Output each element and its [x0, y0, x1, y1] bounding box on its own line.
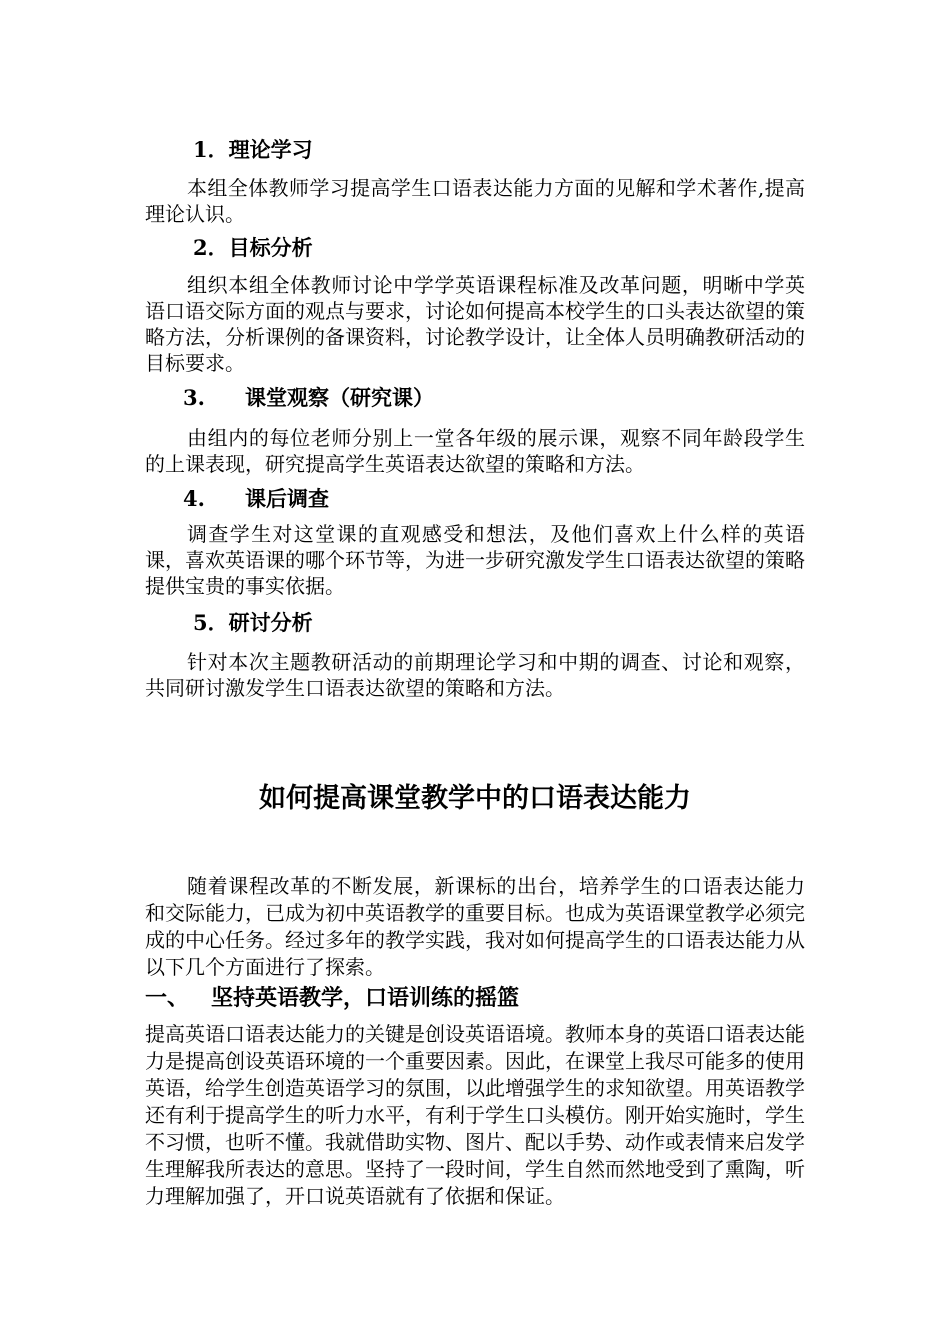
- heading-number: 4.: [183, 486, 205, 511]
- paragraph-after-class-survey: 调查学生对这堂课的直观感受和想法，及他们喜欢上什么样的英语课，喜欢英语课的哪个环节等，为进一步研究激发学生口语表达欲望的策略提供宝贵的事实依据。: [145, 522, 805, 598]
- article-intro: 随着课程改革的不断发展，新课标的出台，培养学生的口语表达能力和交际能力，已成为初中英语教学的重要目标。也成为英语课堂教学必须完成的中心任务。经过多年的教学实践，我对如何提高学生的口语表达能力从以下几个方面进行了探索。: [145, 874, 805, 979]
- heading-number: 1．: [193, 137, 229, 162]
- heading-text: 课后调查: [245, 486, 329, 511]
- heading-discussion-analysis: [193, 609, 313, 637]
- heading-text: 研讨分析: [228, 610, 313, 635]
- article-heading-1: [145, 983, 519, 1013]
- heading-number: 5．: [193, 610, 229, 635]
- heading-number: 2．: [193, 235, 229, 260]
- paragraph-classroom-observation: 由组内的每位老师分别上一堂各年级的展示课，观察不同年龄段学生的上课表现，研究提高学生英语表达欲望的策略和方法。: [145, 426, 805, 476]
- heading-goal-analysis: [193, 234, 313, 262]
- article-body-1: 提高英语口语表达能力的关键是创设英语语境。教师本身的英语口语表达能力是提高创设英语环境的一个重要因素。因此，在课堂上我尽可能多的使用英语，给学生创造英语学习的氛围，以此增强学生的求知欲望。用英语教学还有利于提高学生的听力水平，有利于学生口头模仿。刚开始实施时，学生不习惯，也听不懂。我就借助实物、图片、配以手势、动作或表情来启发学生理解我所表达的意思。坚持了一段时间，学生自然而然地受到了熏陶，听力理解加强了，开口说英语就有了依据和保证。: [145, 1022, 805, 1208]
- paragraph-discussion-analysis: 针对本次主题教研活动的前期理论学习和中期的调查、讨论和观察，共同研讨激发学生口语表达欲望的策略和方法。: [145, 650, 805, 700]
- heading-text: 坚持英语教学，口语训练的摇篮: [211, 985, 520, 1011]
- heading-text: 理论学习: [228, 137, 313, 162]
- heading-number: 一、: [145, 985, 190, 1011]
- heading-text: 课堂观察（研究课）: [245, 385, 434, 410]
- heading-after-class-survey: [183, 485, 329, 513]
- paragraph-goal-analysis: 组织本组全体教师讨论中学学英语课程标准及改革问题，明晰中学英语口语交际方面的观点与要求，讨论如何提高本校学生的口头表达欲望的策略方法，分析课例的备课资料，讨论教学设计，让全体人员明确教研活动的目标要求。: [145, 273, 805, 375]
- heading-number: 3.: [183, 385, 205, 410]
- heading-theory-study: [193, 136, 313, 164]
- heading-classroom-observation: [183, 384, 434, 412]
- paragraph-theory-study: 本组全体教师学习提高学生口语表达能力方面的见解和学术著作,提高理论认识。: [145, 176, 805, 226]
- heading-text: 目标分析: [228, 235, 313, 260]
- article-title: 如何提高课堂教学中的口语表达能力: [259, 783, 691, 814]
